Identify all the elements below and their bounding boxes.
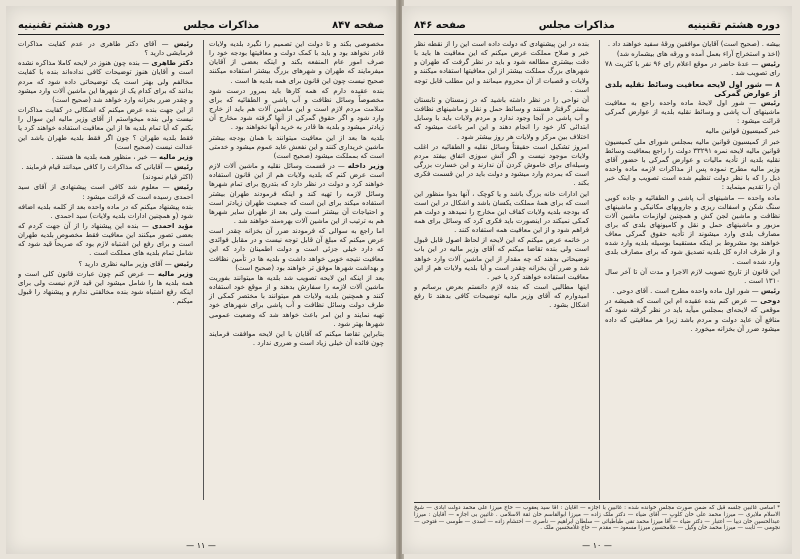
body-paragraph: بنده عقیده دارم که همه کارها باید بمرور درست شود مخصوصاً وسائل نظافت و آب پاشی و الطفائیه که برای سلامت مردم لازم است و این ماشین آلات هم باید از خارج وارد شود و اگر حقوق گمرکی از آنها گرفته شود مخارج آن زیادتر میشود و بلدیه ها قادر به خرید آنها نخواهند بود .	[209, 86, 384, 132]
speaker-name: رئیس	[760, 287, 780, 296]
body-paragraph: از این جهت بنده عرض میکنم که اشکالی در کفایت مذاکرات نیست ولی بنده میخواستم از آقای وزیر مالیه این سوال را بکنم که آیا تمام بلدیه ها از این معافیت استفاده خواهند کرد یا فقط بلدیه طهران ؟ چون اگر فقط بلدیه طهران باشد این عدالت نیست (صحیح است)	[18, 106, 193, 151]
header-title: مذاکرات مجلس	[538, 19, 615, 31]
speaker-paragraph	[605, 297, 780, 334]
body-paragraph: اما راجع به سوالی که فرمودند ضرر آن بخزانه چقدر است عرض میکنم که مبلغ آن قابل توجه نیست و در مقابل فوائدی که دارد خیلی جزئی است و دولت اطمینان دارد که این معافیت نتیجه خوبی خواهد داشت و بلدیه ها در تأمین نظافت و بهداشت شهرها موفق تر خواهند بود (صحیح است)	[209, 227, 384, 272]
column-left	[414, 40, 589, 500]
body-paragraph: خبر کمیسیون قوانین مالیه	[705, 127, 780, 136]
header-title: مذاکرات مجلس	[183, 19, 260, 31]
speaker-name: رئیس	[173, 259, 193, 268]
speech-text: — در قسمت وسائل نقلیه و ماشین آلات لازم است عرض کنم که بلدیه ولایات هم از این قانون استفاده خواهند کرد و دولت در نظر دارد که بتدریج برای تمام شهرها وسائل لازمه را تهیه کند و اینکه فرمودند طهران بیشتر استفاده میکند برای این است که جمعیت طهران زیادتر است و احتیاجات آن بیشتر است ولی بعد از طهران سایر شهرها هم به ترتیب از این ماشین آلات بهره‌مند خواهند شد .	[209, 162, 384, 225]
body-paragraph: بنده در این پیشنهادی که دولت داده است این را از نقطه نظر خیر و صلاح مملکت عرض میکنم که این معافیت ها باید با دقت بیشتری مطالعه شود و باید در نظر گرفت که طهران و شهرهای بزرگ مملکت بیشتر از این معافیتها استفاده میکنند و ولایات و قصبات از آن محروم میمانند و این مطلب قابل توجه است .	[414, 40, 589, 94]
body-paragraph: این قانون از تاریخ تصویب لازم الاجرا و مدت آن تا آخر سال ۱۳۱۰ است .	[605, 267, 780, 285]
page-header	[414, 16, 780, 35]
speech-text: — عدهٔ حاضر در موقع اعلام رای ۹۶ نفر با کثریت ۷۸ رای تصویب شد .	[605, 60, 780, 78]
speaker-name: وزیر مالیه	[157, 269, 193, 278]
left-page	[6, 6, 396, 554]
header-page-number: صفحه ۸۴۶	[414, 19, 466, 31]
speech-text: — بنده این پیشنهاد را از آن جهت کردم که بعضی تصور میکنند این معافیت فقط مخصوص بلدیه طهران است و برای رفع این اشتباه لازم بود که صریحاً قید شود که شامل تمام بلدیه های مملکت است .	[18, 221, 193, 258]
column-right	[203, 40, 384, 500]
speech-text: — آقای وزیر مالیه نظری دارید ؟	[78, 259, 174, 268]
speaker-name: وزیر داخله	[347, 162, 384, 171]
header-session: دوره هشتم تقنینیه	[687, 19, 780, 31]
column-right	[599, 40, 780, 500]
footnote-absentees: * اسامی غائبین جلسه قبل که ضمن صورت مجلس خوانده شده : غائبین با اجازه — آقایان : آقا سید یعقوب — حاج میرزا علی محمد دولت آبادی — شیخ الاسلام ملایری — میرزا محمد علی خان کلوپ — آقای ضیاء — دکتر ملک زاده — میرزا ابوالقاسم خان ثقة الاسلامی . غائبین بی اجازه — آقایان : میرزا عبدالحسین خان دیبا — اعتبار — دکتر ضیاء — آقا میرزا محمد تقی طباطبائی — سلطان ابراهیم — ناصری — احتشام زاده — اسدی — طوسی — فتوحی — نجومی — ثابت — میرزا محمد خان وکیل — غلامحسین میرزا مسعود — مقدم — حاج غلامحسین ملک .	[414, 505, 780, 532]
body-paragraph: در خاتمه عرض میکنم که این لایحه از لحاظ اصول قابل قبول است ولی بنده تقاضا میکنم که آقای وزیر مالیه در این باب توضیحاتی بدهند که چه مقدار از این ماشین آلات وارد خواهد شد و ضرر آن بخزانه چقدر است و آیا بلدیه ولایات هم از این معافیت استفاده خواهند کرد یا خیر .	[414, 236, 589, 281]
speaker-name: رئیس	[173, 183, 193, 192]
speaker-name: دکتر طاهری	[151, 59, 193, 68]
body-paragraph: مخصوصی بکند و تا دولت این تصمیم را نگیرد بلدیه ولایات قادر نخواهد بود و باید با کمک دولت و معافیتها بودجه خود را صرف امور عام المنفعه بکند و اینکه بعضی از آقایان میفرمایند که طهران و شهرهای بزرگ بیشتر استفاده میکنند صحیح نیست چون این قانون برای همه بلدیه ها است .	[209, 40, 384, 85]
body-paragraph: (اخذ و استخراج آراء بعمل آمده و ورقه های بیشماره شد)	[616, 50, 780, 59]
speaker-paragraph	[18, 183, 193, 201]
speech-text: — آقایانی که مذاکرات را کافی میدانند قیام فرمایند .	[21, 163, 174, 172]
speaker-name: رئیس	[760, 98, 780, 107]
speaker-name: وزیر مالیه	[159, 152, 193, 161]
speaker-paragraph	[18, 40, 193, 58]
speaker-paragraph	[18, 163, 193, 172]
footnote-rule	[414, 502, 780, 503]
speaker-paragraph	[605, 287, 780, 296]
speech-text: — شور اول ماده واحده مطرح است . آقای دوحی .	[612, 287, 761, 296]
speaker-name: رئیس	[760, 60, 780, 69]
speech-text: — شور اول لایحهٔ ماده واحده راجع به معافیت ماشینهای آب پاشی و وسائط نقلیه بلدیه از عوارض گمرکی قرائت میشود :	[605, 98, 780, 126]
body-paragraph: بنده پیشنهاد میکنم که در ماده واحده بعد از کلمه بلدیه اضافه شود (و همچنین ادارات بلدیه ولایات) سید احمدی .	[18, 202, 193, 220]
header-session: دوره هشتم تقنینیه	[18, 19, 111, 31]
speech-text: — معلوم شد کافی است پیشنهادی از آقای سید احمدی رسیده است که قرائت میشود :	[18, 183, 193, 201]
column-left	[18, 40, 193, 500]
body-paragraph: بعد از اینکه این لایحه تصویب شد بلدیه ها میتوانند بفوریت ماشین آلات لازمه را سفارش بدهند و از موقع خود استفاده کنند و همچنین بلدیه ولایات هم میتوانند با مختصر کمکی از طرف دولت وسائل نظافت و آب پاشی برای شهرهای خود تهیه نمایند و این امر باعث خواهد شد که وضعیت عمومی شهرها بهتر شود .	[209, 273, 384, 328]
body-paragraph: این ادارات خانه بزرگ باشد و یا کوچک ، آنها بدوا منظور این است که برای همهٔ مملکت یکسان باشد و اشکال در این است که بودجه بلدیه ولایات کفاف این مخارج را نمیدهد و دولت هم کمکی نمیکند در اینصورت باید فکری کرد که وسائل برای همه فراهم شود و از این معافیت همه استفاده کنند .	[414, 189, 589, 235]
right-page	[402, 6, 792, 554]
page-folio: — ۱۱ —	[186, 541, 216, 550]
speaker-paragraph	[605, 99, 780, 126]
body-paragraph: آن نواحی را در نظر داشته باشید که در زمستان و تابستان بیشتر گرفتار هستند و وسائط حمل و نقل و ماشینهای نظافت و آب پاشی در آنجا وجود ندارد و مردم ولایات باید با وسایل ابتدائی کار خود را انجام دهند و این امر باعث میشود که اختلاف بین مرکز و ولایات هر روز بیشتر شود .	[414, 95, 589, 141]
body-paragraph: ماده واحده — ماشینهای آب پاشی و الطفائیه و جاده کوبی سنگ شکن و اسفالت ریزی و جاروبهای مکانیکی و ماشینهای نظافت و ماشین لجن کش و همچنین لوازمات ماشین آلات مزبور و ماشینهای حمل و نقل و کامیونهای بلدی که برای مصارف بلدی وارد میشوند از تأدیه حقوق گمرکی معاف خواهند بود مشروط بر اینکه مستقیما بوسیله بلدیه وارد شده و از طرف اداره کل بلدیه تصدیق شود که برای مصارف بلدی وارد شده است .	[605, 193, 780, 266]
page-header	[18, 16, 384, 35]
speaker-paragraph	[18, 222, 193, 259]
body-paragraph: بیشه . (صحیح است) آقایان موافقین ورقهٔ سفید خواهند داد .	[607, 40, 780, 48]
body-paragraph: بلدیه ها بعد از این معافیت میتوانند با همان بودجه بیشتر ماشین خریداری کنند و این نفعش عاید عموم میشود و خدمتی است که بمملکت میشود (صحیح است)	[209, 133, 384, 160]
section-heading: ۸ — شور اول لایحه معافیت وسائط نقلیه بلدی از عوارض گمرکی	[605, 79, 780, 98]
header-page-number: صفحه ۸۴۷	[332, 19, 384, 31]
speaker-paragraph	[18, 260, 193, 269]
speech-text: — عرض کنم چون عبارت قانون کلی است و همه بلدیه ها را شامل میشود این قید لازم نیست ولی برای اینکه رفع اشتباه شود بنده مخالفتی ندارم و پیشنهاد را قبول میکنم .	[18, 269, 193, 306]
speaker-paragraph	[605, 60, 780, 78]
speech-text: — بنده چون هنوز در لایحه کاملا مذاکره نشده است و آقایان هنوز توضیحات کافی نداده‌اند بنده با کفایت مخالفم ولی بهتر است یک توضیحاتی داده شود که مردم بدانند که برای کدام یک از شهرها این ماشین آلات وارد میشود و چقدر ضرر بخزانه وارد خواهد شد (صحیح است)	[18, 59, 193, 104]
speaker-name: رئیس	[173, 40, 193, 48]
body-paragraph: بنابراین تقاضا میکنم که آقایان با این لایحه موافقت فرمایند چون فائده آن خیلی زیاد است و ضرری ندارد .	[209, 329, 384, 347]
speaker-paragraph	[18, 153, 193, 162]
text-columns	[414, 40, 780, 500]
speech-text: — خیر ، منظور همه بلدیه ها هستند .	[51, 152, 160, 161]
speaker-name: مؤید احمدی	[152, 221, 193, 230]
body-paragraph: امروز تشکیل است حقیقتاً وسائل نقلیه و الطفائیه در اغلب ولایات موجود نیست و اگر آتش سوزی اتفاق بیفتد مردم وسیله‌ای برای خاموش کردن آن ندارند و این خسارت بزرگی است که بمردم وارد میشود و دولت باید در این قسمت فکری بکند .	[414, 142, 589, 188]
speaker-name: رئیس	[173, 163, 193, 172]
speaker-paragraph	[209, 162, 384, 226]
body-paragraph: خبر از کمیسیون قوانین مالیه بمجلس شورای ملی کمیسیون قوانین مالیه لایحه نمره ۳۳۲۹۱ دولت را راجع بمعافیت وسائط نقلیه بلدیه از تأدیه مالیات و عوارض گمرکی با حضور آقای وزیر مالیه مطرح نموده پس از مذاکرات لازمه ماده واحده ذیل را که با نظر دولت تنظیم شده است تصویب و اینک خبر آن را تقدیم مینماید :	[605, 137, 780, 192]
speech-text: — عرض کنم بنده عقیده ام این است که همیشه در موقعی که لایحه‌ای بمجلس میآید باید در نظر گرفته شود که منافع آن عاید دولت و مردم باشد زیرا هر معافیتی که داده میشود ضرر آن بخزانه میخورد .	[605, 297, 780, 333]
body-paragraph: اینها مطالبی است که بنده لازم دانستم بعرض برسانم و امیدوارم که آقای وزیر مالیه توضیحات کافی بدهند تا رفع اشکال بشود .	[414, 283, 589, 310]
page-folio: — ۱۰ —	[582, 541, 612, 550]
body-paragraph: (اکثر قیام نمودند)	[142, 173, 193, 182]
speaker-paragraph	[18, 270, 193, 307]
speaker-name: دوحی	[760, 297, 780, 306]
text-columns	[18, 40, 384, 500]
speech-text: — آقای دکتر طاهری در عدم کفایت مذاکرات فرمایشی دارید ؟	[18, 40, 193, 58]
speaker-paragraph	[18, 59, 193, 105]
